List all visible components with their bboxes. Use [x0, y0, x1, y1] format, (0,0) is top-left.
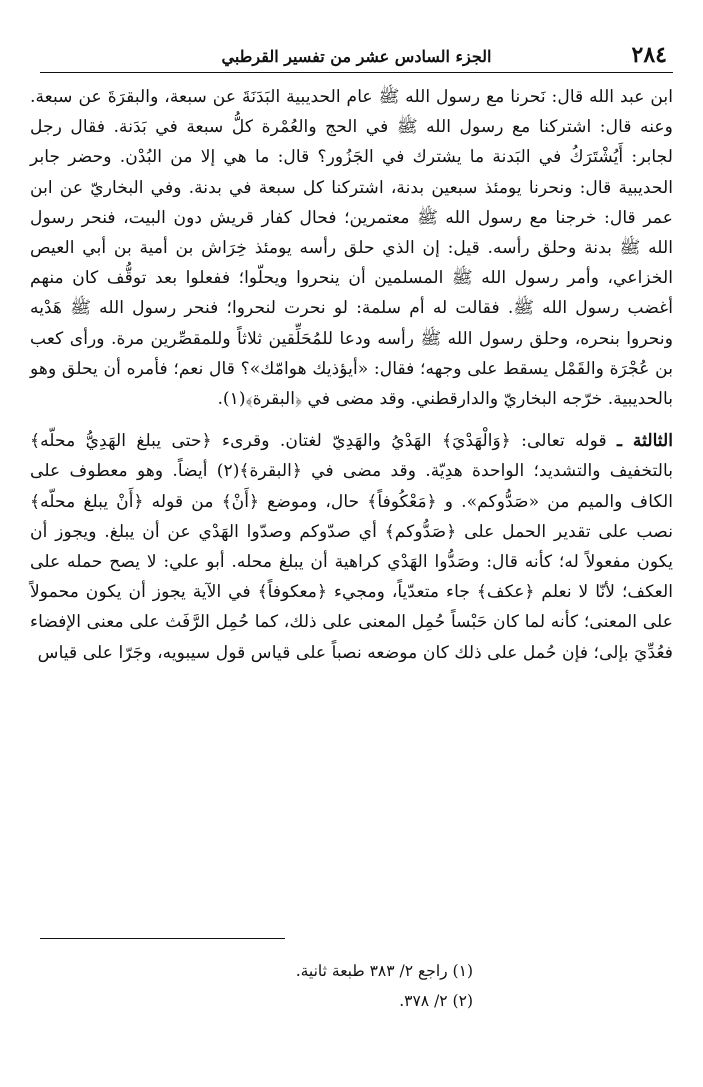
- body-text: [30, 82, 673, 668]
- footnote-1: (١) راجع ٢/ ٣٨٣ طبعة ثانية.: [295, 962, 473, 980]
- paragraph-2: [30, 426, 673, 668]
- running-title: الجزء السادس عشر من تفسير القرطبي: [221, 47, 492, 66]
- page-header: [40, 38, 673, 73]
- paragraph-2-text: قوله تعالى: ﴿وَالْهَدْيَ﴾ الهَدْيُ والهَدِيّ لغتان. وقرىء ﴿حتى يبلغ الهَدِيُّ محلّه﴾ بالتخفيف والتشديد؛ الواحدة هدِيّة. وقد مضى في ﴿البقرة﴾(٢) أيضاً. وهو معطوف على الكاف والميم من «صَدُّوكم». و ﴿مَعْكُوفاً﴾ حال، وموضع ﴿أَنْ﴾ من قوله ﴿أَنْ يبلغ محلّه﴾ نصب على تقدير الحمل على ﴿صَدُّوكم﴾ أي صدّوكم وصدّوا الهَدْي عن أن يبلغ. ويجوز أن يكون مفعولاً له؛ كأنه قال: وصَدُّوا الهَدْي كراهية أن يبلغ محله. أبو علي: لا يصح حمله على العكف؛ لأنّا لا نعلم ﴿عكف﴾ جاء متعدّياً، ومجيء ﴿معكوفاً﴾ في الآية يجوز أن يكون محمولاً على المعنى؛ كأنه لما كان حَبْساً حُمِل المعنى على ذلك، كما حُمِل الرَّفَث على معنى الإفضاء فعُدِّيَ بإلى؛ فإن حُمل على ذلك كان موضعه نصباً على قياس قول سيبويه، وجَرّا على قياس: [30, 431, 674, 663]
- paragraph-2-lead: الثالثة ـ: [617, 431, 674, 452]
- footnote-2: (٢) ٢/ ٣٧٨.: [399, 992, 473, 1010]
- footnotes: [173, 956, 473, 1016]
- paragraph-1: ابن عبد الله قال: نَحرنا مع رسول الله ﷺ عام الحديبية البَدَنَةَ عن سبعة، والبقرَةَ عن سبعة. وعنه قال: اشتركنا مع رسول الله ﷺ في الحج والعُمْرة كلُّ سبعة في بَدَنة. فقال رجل لجابر: أَيُشْتَرَكُ في البَدنة ما يشترك في الجَزُور؟ قال: ما هي إلا من البُدْن. وحضر جابر الحديبية قال: ونحرنا يومئذ سبعين بدنة، اشتركنا كل سبعة في بدنة. وفي البخاريّ عن ابن عمر قال: خرجنا مع رسول الله ﷺ معتمرين؛ فحال كفار قريش دون البيت، فنحر رسول الله ﷺ بدنة وحلق رأسه. قيل: إن الذي حلق رأسه يومئذ خِرَاش بن أمية بن أبي العيص الخزاعي، وأمر رسول الله ﷺ المسلمين أن ينحروا ويحلّوا؛ ففعلوا بعد توقُّف كان منهم أغضب رسول الله ﷺ. فقالت له أم سلمة: لو نحرت لنحروا؛ فنحر رسول الله ﷺ هَدْيه ونحروا بنحره، وحلق رسول الله ﷺ رأسه ودعا للمُحَلِّقين ثلاثاً وللمقصِّرين مرة. ورأى كعب بن عُجْرَة والقَمْل يسقط على وجهه؛ فقال: «أيؤذيك هوامّك»؟ قال نعم؛ فأمره أن يحلق وهو بالحديبية. خرّجه البخاريّ والدارقطني. وقد مضى في ﴿البقرة﴾(١).: [30, 87, 673, 410]
- page-number: ٢٨٤: [631, 42, 667, 68]
- footnote-divider: [40, 938, 285, 939]
